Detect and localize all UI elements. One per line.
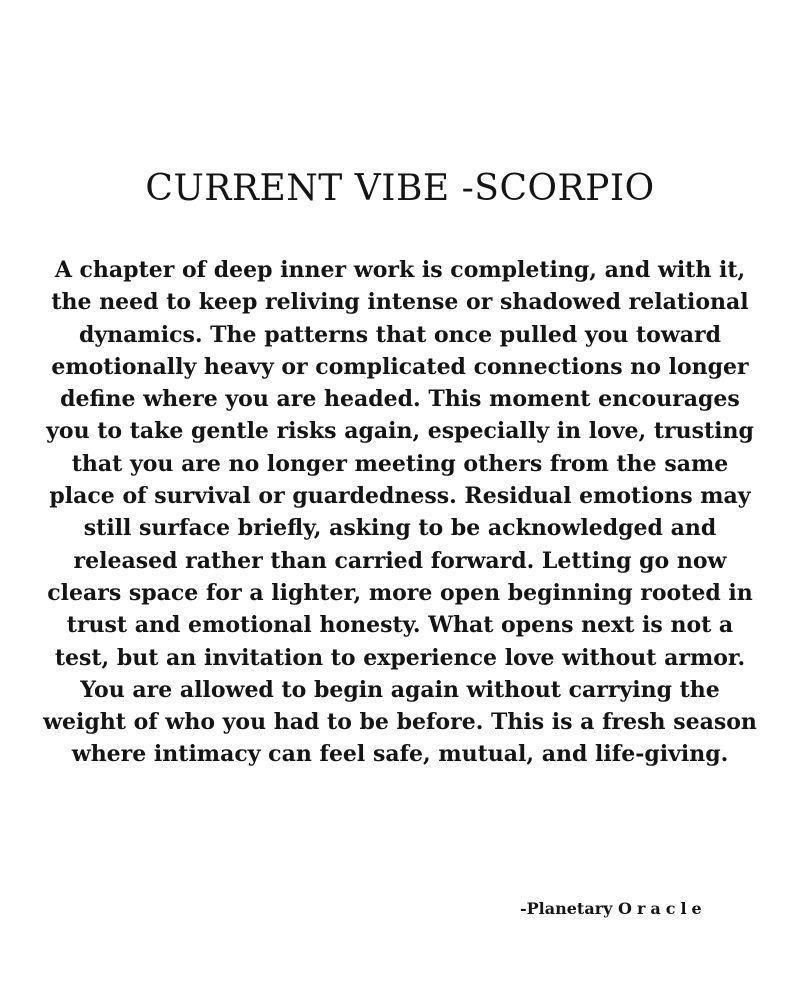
body-line: You are allowed to begin again without carrying the xyxy=(80,676,720,703)
body-line: A chapter of deep inner work is completing, and with it, xyxy=(54,257,746,283)
body-line: emotionally heavy or complicated connections no longer xyxy=(51,353,749,380)
body-line: trust and emotional honesty. What opens next is not a xyxy=(66,612,734,639)
body-line: test, but an invitation to experience love without armor. xyxy=(54,644,746,671)
body-line: dynamics. The patterns that once pulled you toward xyxy=(79,321,721,348)
signature-name: Oracle xyxy=(618,899,707,918)
body-paragraph xyxy=(30,254,770,771)
body-line: you to take gentle risks again, especially in love, trusting xyxy=(46,418,754,445)
body-line: that you are no longer meeting others from the same xyxy=(71,450,729,477)
body-line: weight of who you had to be before. This is a fresh season xyxy=(43,709,757,736)
body-line: place of survival or guardedness. Residual emotions may xyxy=(49,483,751,510)
body-line: define where you are headed. This moment encourages xyxy=(60,386,740,413)
page-title: CURRENT VIBE -SCORPIO xyxy=(145,168,655,209)
body-line: the need to keep reliving intense or shadowed relational xyxy=(51,289,749,316)
body-line: clears space for a lighter, more open beginning rooted in xyxy=(47,579,753,606)
body-line: released rather than carried forward. Letting go now xyxy=(73,547,727,574)
body-line: still surface briefly, asking to be acknowledged and xyxy=(83,515,717,542)
signature xyxy=(520,899,780,918)
body-line: where intimacy can feel safe, mutual, and life-giving. xyxy=(71,741,729,768)
signature-prefix: -Planetary xyxy=(520,899,613,918)
